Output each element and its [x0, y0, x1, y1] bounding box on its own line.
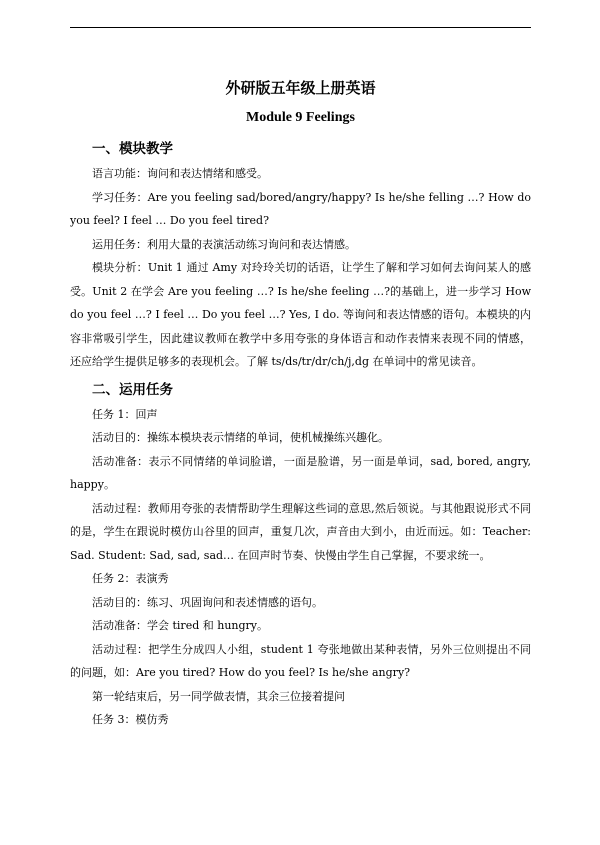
- paragraph-task-3-title: 任务 3：模仿秀: [92, 713, 169, 726]
- paragraph-task-2-followup: 第一轮结束后，另一同学做表情，其余三位接着提问: [92, 689, 345, 703]
- paragraph-task-2-preparation: 活动准备：学会 tired 和 hungry。: [92, 619, 269, 632]
- paragraph-task-1-preparation: 活动准备：表示不同情绪的单词脸谱，一面是脸谱，另一面是单词，sad, bored, angry, happy。: [70, 454, 531, 491]
- paragraph-task-2-purpose: 活动目的：练习、巩固询问和表述情感的语句。: [92, 595, 323, 609]
- module-title: Module 9 Feelings: [246, 110, 355, 125]
- paragraph-task-2-title: 任务 2：表演秀: [92, 572, 169, 585]
- paragraph-learning-tasks: 学习任务：Are you feeling sad/bored/angry/happy? Is he/she felling …? How do you feel? I feel … Do you feel tired?: [70, 190, 531, 227]
- document-title: 外研版五年级上册英语: [225, 79, 376, 97]
- paragraph-task-1-purpose: 活动目的：操练本模块表示情绪的单词，使机械操练兴趣化。: [92, 431, 389, 444]
- paragraph-task-1-process: 活动过程：教师用夸张的表情帮助学生理解这些词的意思,然后领说。与其他跟说形式不同的是，学生在跟说时模仿山谷里的回声，重复几次，声音由大到小，由近而远。如：Teacher: Sad. Student: Sad, sad, sad… 在回声时节奏、快慢由学生自己掌握，不要求统一。: [70, 501, 531, 562]
- paragraph-language-function: 语言功能：询问和表达情绪和感受。: [92, 167, 268, 180]
- paragraph-application-tasks: 运用任务：利用大量的表演活动练习询问和表达情感。: [92, 237, 356, 251]
- paragraph-module-analysis: 模块分析：Unit 1 通过 Amy 对玲玲关切的话语，让学生了解和学习如何去询问某人的感受。Unit 2 在学会 Are you feeling …? Is he/she feeling …?的基础上，进一步学习 How do you feel …? I feel … Do you feel …? Yes, I do. 等询问和表达情感的语句。本模块的内容非常吸引学生，因此建议教师在教学中多用夸张的身体语言和动作表情来表现不同的情感，还应给学生提供足够多的表现机会。了解 ts/ds/tr/dr/ch/j,dg 在单词中的常见读音。: [70, 261, 531, 368]
- document-body: [70, 74, 531, 732]
- section-heading-module-teaching: 一、模块教学: [92, 141, 173, 157]
- section-heading-application-tasks: 二、运用任务: [92, 381, 173, 398]
- header-rule: [70, 27, 531, 28]
- paragraph-task-1-title: 任务 1：回声: [92, 407, 158, 421]
- paragraph-task-2-process: 活动过程：把学生分成四人小组，student 1 夸张地做出某种表情，另外三位则提出不同的问题，如：Are you tired? How do you feel? Is he/she angry?: [70, 642, 531, 679]
